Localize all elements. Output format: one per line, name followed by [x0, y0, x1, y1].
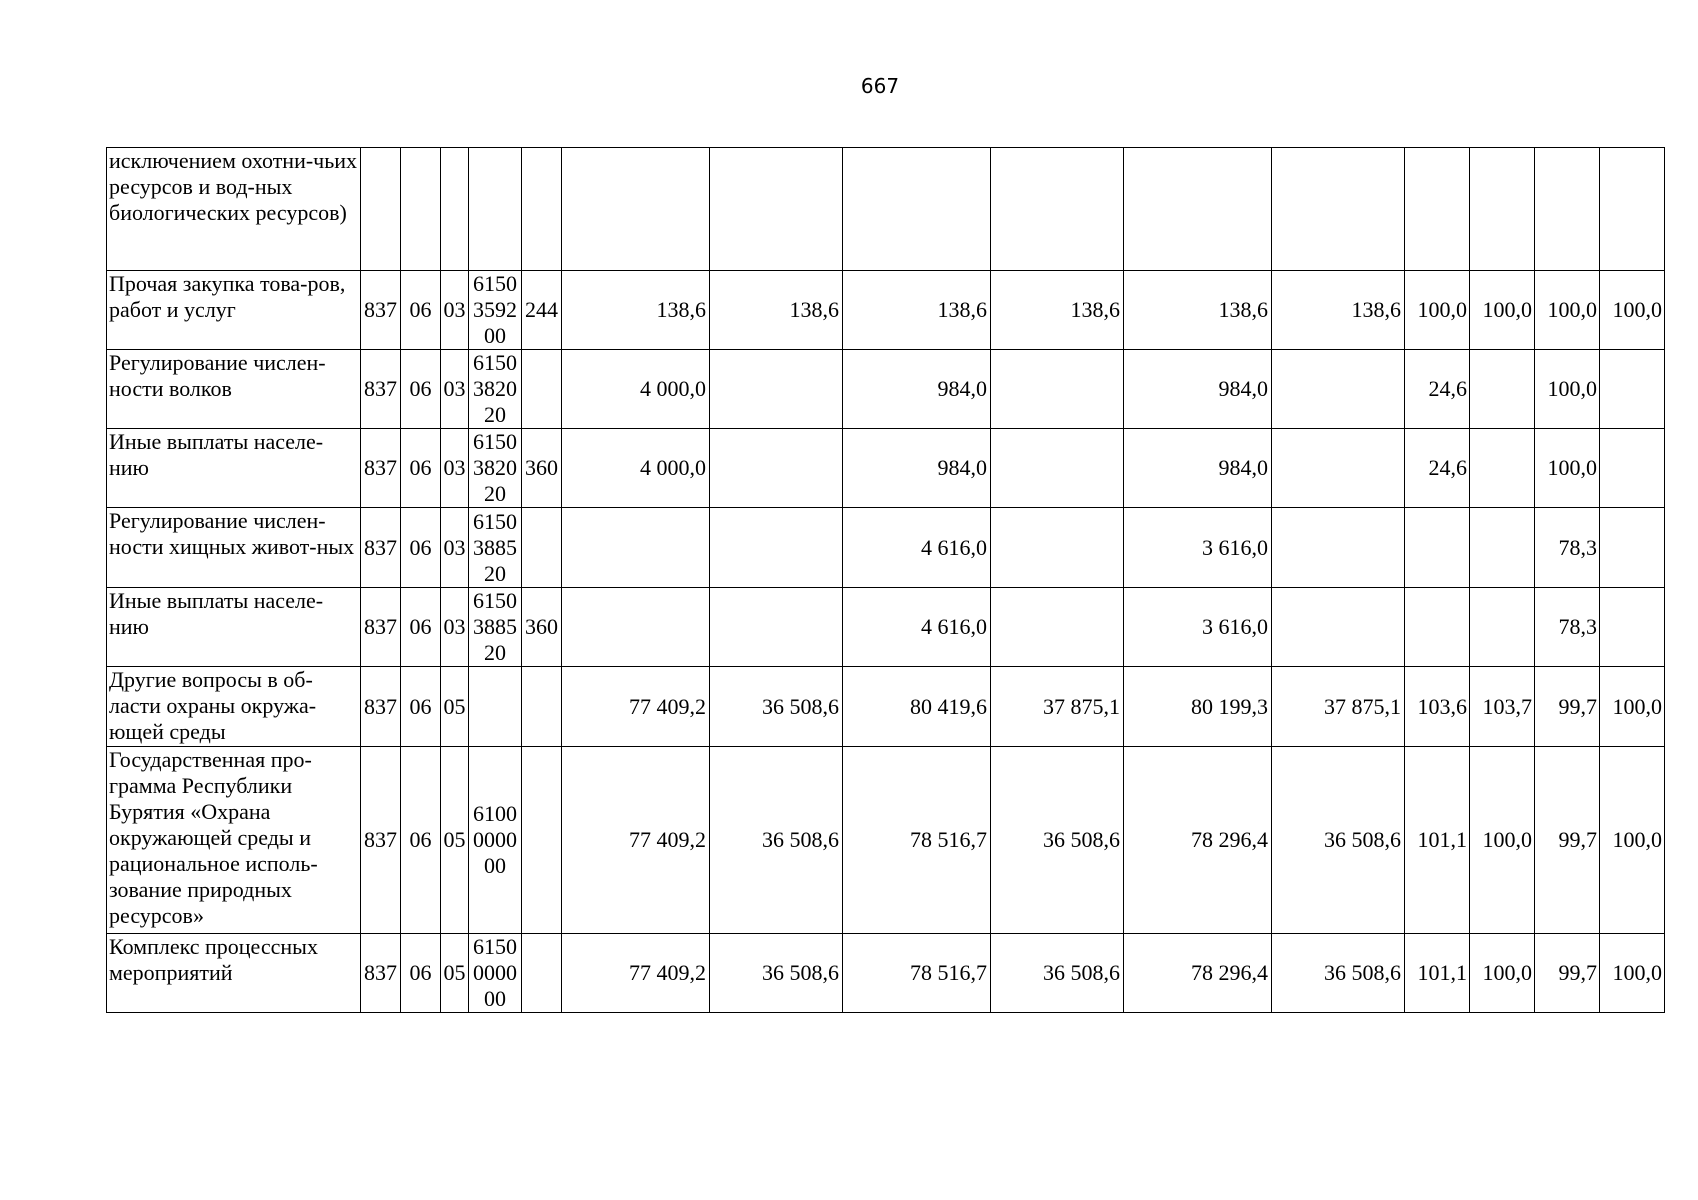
cell-target-article: 6150 3820 20	[469, 350, 522, 429]
cell-value-5: 3 616,0	[1124, 508, 1272, 588]
cell-percent-1: 101,1	[1405, 747, 1470, 934]
row-name: Другие вопросы в об-ласти охраны окружа-ющей среды	[107, 667, 361, 747]
cell-expense-type	[522, 934, 562, 1013]
cell-value-3: 80 419,6	[843, 667, 991, 747]
cell-value-6: 37 875,1	[1272, 667, 1405, 747]
cell-expense-type	[522, 350, 562, 429]
row-name: Прочая закупка това-ров, работ и услуг	[107, 271, 361, 350]
cell-percent-3: 99,7	[1535, 667, 1600, 747]
cell-value-5: 80 199,3	[1124, 667, 1272, 747]
row-name: Иные выплаты населе-нию	[107, 429, 361, 508]
cell-subsection: 03	[441, 508, 469, 588]
cell-subsection: 05	[441, 747, 469, 934]
cell-expense-type: 360	[522, 588, 562, 667]
cell-value-4: 36 508,6	[991, 747, 1124, 934]
table-row	[107, 934, 1665, 1013]
cell-percent-4: 100,0	[1600, 934, 1665, 1013]
cell-subsection: 03	[441, 350, 469, 429]
cell-percent-3: 100,0	[1535, 350, 1600, 429]
cell-value-3	[843, 148, 991, 271]
cell-value-2	[710, 148, 843, 271]
table-row	[107, 588, 1665, 667]
cell-value-5: 78 296,4	[1124, 934, 1272, 1013]
row-name: Регулирование числен-ности хищных живот-ных	[107, 508, 361, 588]
table-row	[107, 271, 1665, 350]
cell-value-5: 984,0	[1124, 350, 1272, 429]
cell-percent-2: 100,0	[1470, 747, 1535, 934]
cell-percent-2	[1470, 350, 1535, 429]
cell-value-6	[1272, 508, 1405, 588]
row-name: Иные выплаты населе-нию	[107, 588, 361, 667]
cell-target-article: 6150 3820 20	[469, 429, 522, 508]
cell-grbs: 837	[361, 508, 401, 588]
cell-grbs: 837	[361, 667, 401, 747]
cell-percent-4: 100,0	[1600, 271, 1665, 350]
cell-expense-type	[522, 508, 562, 588]
cell-percent-2: 100,0	[1470, 934, 1535, 1013]
cell-grbs: 837	[361, 429, 401, 508]
cell-value-4	[991, 508, 1124, 588]
cell-expense-type	[522, 667, 562, 747]
cell-value-2: 36 508,6	[710, 934, 843, 1013]
cell-section: 06	[401, 667, 441, 747]
cell-target-article: 6150 3885 20	[469, 508, 522, 588]
cell-percent-4	[1600, 148, 1665, 271]
cell-value-1	[562, 588, 710, 667]
cell-percent-2: 103,7	[1470, 667, 1535, 747]
cell-value-4: 36 508,6	[991, 934, 1124, 1013]
row-name: Государственная про-грамма Республики Бурятия «Охрана окружающей среды и рациональное исполь-зование природных ресурсов»	[107, 747, 361, 934]
cell-percent-4	[1600, 588, 1665, 667]
cell-section: 06	[401, 588, 441, 667]
cell-value-6: 138,6	[1272, 271, 1405, 350]
cell-value-2: 138,6	[710, 271, 843, 350]
cell-target-article: 6100 0000 00	[469, 747, 522, 934]
cell-expense-type	[522, 148, 562, 271]
cell-value-4: 138,6	[991, 271, 1124, 350]
cell-percent-3	[1535, 148, 1600, 271]
cell-percent-2	[1470, 148, 1535, 271]
cell-section: 06	[401, 934, 441, 1013]
cell-subsection: 03	[441, 588, 469, 667]
cell-value-1: 77 409,2	[562, 747, 710, 934]
table-row	[107, 747, 1665, 934]
cell-value-4	[991, 350, 1124, 429]
cell-percent-3: 99,7	[1535, 934, 1600, 1013]
cell-value-1: 4 000,0	[562, 350, 710, 429]
cell-percent-4: 100,0	[1600, 667, 1665, 747]
cell-section	[401, 148, 441, 271]
table-row	[107, 429, 1665, 508]
cell-section: 06	[401, 271, 441, 350]
cell-percent-2	[1470, 508, 1535, 588]
cell-value-6	[1272, 429, 1405, 508]
cell-percent-1: 24,6	[1405, 350, 1470, 429]
cell-value-3: 78 516,7	[843, 747, 991, 934]
cell-subsection	[441, 148, 469, 271]
cell-percent-4: 100,0	[1600, 747, 1665, 934]
cell-value-6	[1272, 588, 1405, 667]
cell-value-1: 77 409,2	[562, 667, 710, 747]
cell-value-1: 138,6	[562, 271, 710, 350]
cell-grbs: 837	[361, 588, 401, 667]
cell-value-2	[710, 588, 843, 667]
cell-section: 06	[401, 429, 441, 508]
table-row	[107, 667, 1665, 747]
cell-percent-1	[1405, 148, 1470, 271]
cell-value-5: 984,0	[1124, 429, 1272, 508]
cell-value-2	[710, 429, 843, 508]
page-number: 667	[860, 74, 900, 98]
cell-value-1	[562, 148, 710, 271]
cell-value-5	[1124, 148, 1272, 271]
cell-value-4	[991, 148, 1124, 271]
cell-percent-1: 103,6	[1405, 667, 1470, 747]
cell-value-5: 78 296,4	[1124, 747, 1272, 934]
table-row	[107, 148, 1665, 271]
cell-value-1	[562, 508, 710, 588]
cell-percent-3: 78,3	[1535, 588, 1600, 667]
cell-target-article: 6150 3885 20	[469, 588, 522, 667]
cell-grbs	[361, 148, 401, 271]
cell-value-3: 78 516,7	[843, 934, 991, 1013]
cell-target-article: 6150 3592 00	[469, 271, 522, 350]
cell-expense-type: 244	[522, 271, 562, 350]
cell-value-4	[991, 588, 1124, 667]
table-row	[107, 350, 1665, 429]
cell-value-6: 36 508,6	[1272, 747, 1405, 934]
cell-percent-1	[1405, 588, 1470, 667]
cell-value-3: 4 616,0	[843, 508, 991, 588]
cell-subsection: 05	[441, 934, 469, 1013]
cell-value-5: 3 616,0	[1124, 588, 1272, 667]
cell-percent-1: 101,1	[1405, 934, 1470, 1013]
cell-percent-1: 24,6	[1405, 429, 1470, 508]
cell-value-3: 138,6	[843, 271, 991, 350]
cell-value-1: 4 000,0	[562, 429, 710, 508]
cell-grbs: 837	[361, 747, 401, 934]
cell-subsection: 03	[441, 271, 469, 350]
cell-value-3: 984,0	[843, 429, 991, 508]
cell-value-1: 77 409,2	[562, 934, 710, 1013]
cell-expense-type: 360	[522, 429, 562, 508]
cell-value-3: 984,0	[843, 350, 991, 429]
cell-section: 06	[401, 508, 441, 588]
cell-value-6: 36 508,6	[1272, 934, 1405, 1013]
row-name: исключением охотни-чьих ресурсов и вод-ных биологических ресурсов)	[107, 148, 361, 271]
cell-value-2	[710, 350, 843, 429]
cell-percent-4	[1600, 429, 1665, 508]
budget-table	[106, 147, 1665, 1013]
cell-section: 06	[401, 747, 441, 934]
cell-percent-3: 100,0	[1535, 429, 1600, 508]
cell-percent-2: 100,0	[1470, 271, 1535, 350]
cell-value-2: 36 508,6	[710, 747, 843, 934]
cell-percent-4	[1600, 350, 1665, 429]
cell-percent-2	[1470, 588, 1535, 667]
cell-value-5: 138,6	[1124, 271, 1272, 350]
budget-table-body	[107, 148, 1665, 1013]
cell-percent-3: 78,3	[1535, 508, 1600, 588]
cell-subsection: 03	[441, 429, 469, 508]
cell-grbs: 837	[361, 934, 401, 1013]
cell-value-2: 36 508,6	[710, 667, 843, 747]
cell-value-6	[1272, 148, 1405, 271]
cell-value-4	[991, 429, 1124, 508]
cell-percent-3: 99,7	[1535, 747, 1600, 934]
row-name: Комплекс процессных мероприятий	[107, 934, 361, 1013]
cell-percent-3: 100,0	[1535, 271, 1600, 350]
cell-grbs: 837	[361, 350, 401, 429]
cell-percent-1: 100,0	[1405, 271, 1470, 350]
cell-target-article	[469, 667, 522, 747]
cell-target-article	[469, 148, 522, 271]
cell-subsection: 05	[441, 667, 469, 747]
table-row	[107, 508, 1665, 588]
cell-value-3: 4 616,0	[843, 588, 991, 667]
cell-value-6	[1272, 350, 1405, 429]
cell-grbs: 837	[361, 271, 401, 350]
cell-value-4: 37 875,1	[991, 667, 1124, 747]
cell-target-article: 6150 0000 00	[469, 934, 522, 1013]
cell-percent-2	[1470, 429, 1535, 508]
cell-expense-type	[522, 747, 562, 934]
cell-percent-4	[1600, 508, 1665, 588]
row-name: Регулирование числен-ности волков	[107, 350, 361, 429]
cell-percent-1	[1405, 508, 1470, 588]
cell-section: 06	[401, 350, 441, 429]
cell-value-2	[710, 508, 843, 588]
